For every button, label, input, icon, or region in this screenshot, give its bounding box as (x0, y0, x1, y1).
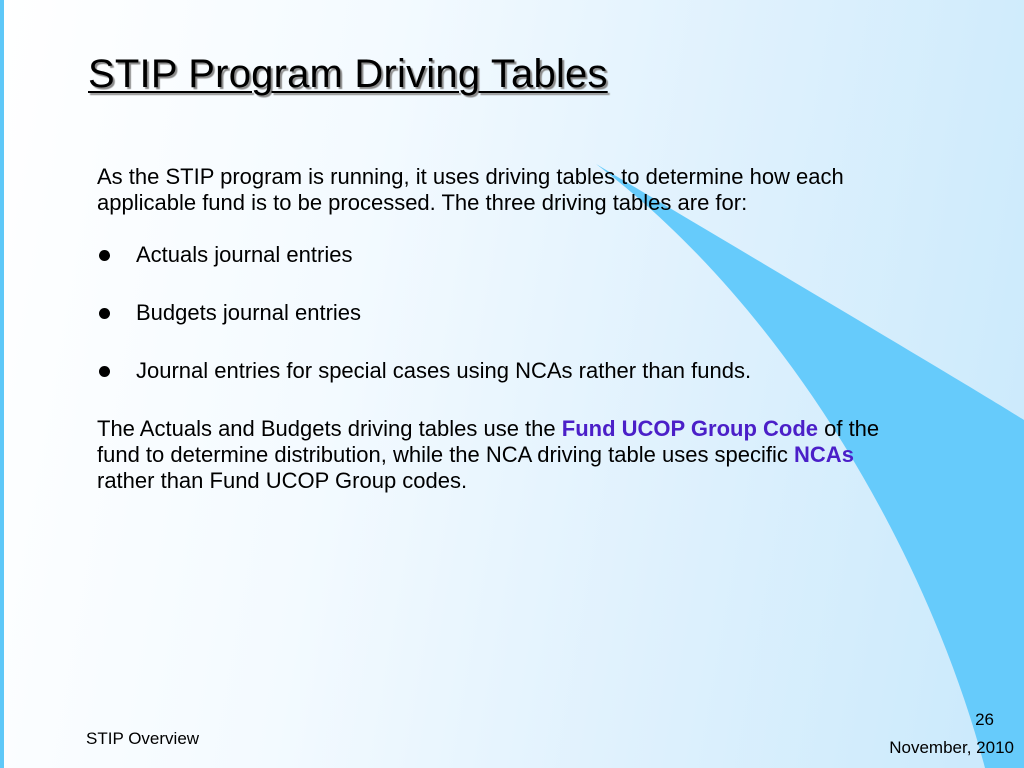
closing-text-1: The Actuals and Budgets driving tables use the (97, 416, 562, 441)
ncas-highlight: NCAs (794, 442, 854, 467)
bullet-icon (99, 250, 110, 261)
page-number: 26 (975, 710, 994, 729)
footer-presentation-name: STIP Overview (86, 729, 200, 748)
bullet-icon (99, 308, 110, 319)
footer-date: November, 2010 (889, 738, 1014, 757)
list-item (97, 300, 897, 326)
bullet-icon (99, 366, 110, 377)
intro-paragraph: As the STIP program is running, it uses driving tables to determine how each applicable fund is to be processed. The three driving tables are for: (97, 164, 844, 215)
bullet-text: Journal entries for special cases using NCAs rather than funds. (136, 358, 752, 383)
bullet-text: Actuals journal entries (136, 242, 353, 267)
list-item (97, 358, 897, 384)
bullet-list (97, 242, 897, 384)
slide-title: STIP Program Driving Tables (88, 52, 608, 96)
fund-ucop-group-code-highlight: Fund UCOP Group Code (561, 416, 818, 441)
closing-paragraph (97, 416, 897, 494)
list-item (97, 242, 897, 268)
closing-text-2: of the fund to determine distribution, while the NCA driving table uses specific (97, 416, 880, 467)
closing-text-3: rather than Fund UCOP Group codes. (97, 468, 468, 493)
slide-body (97, 164, 897, 494)
bullet-text: Budgets journal entries (136, 300, 362, 325)
